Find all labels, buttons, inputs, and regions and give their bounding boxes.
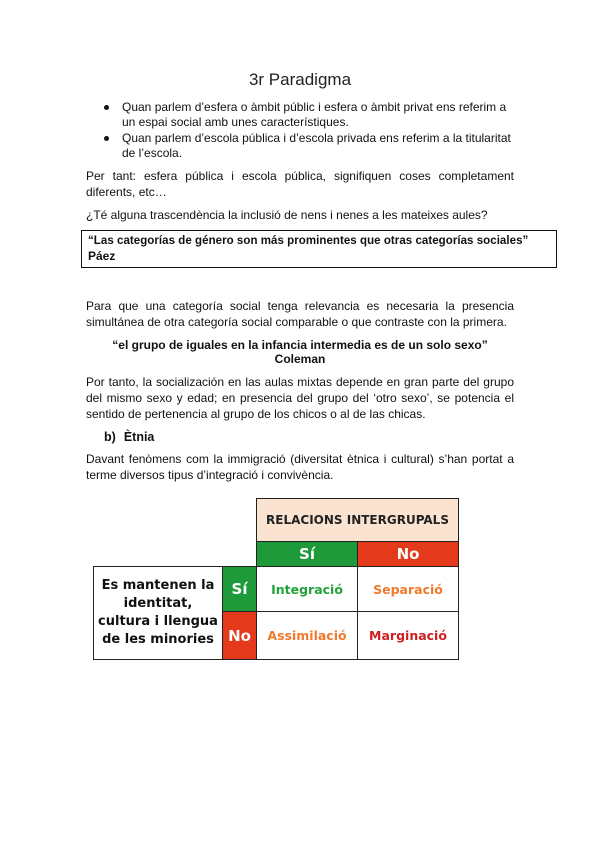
quote-box xyxy=(81,230,557,268)
paragraph-categoria: Para que una categoría social tenga relevancia es necesaria la presencia simultánea de otra categoría social comparable o que contraste con la primera. xyxy=(86,299,514,329)
cell-assimilacio: Assimilació xyxy=(256,611,358,660)
column-no-label: No xyxy=(357,541,459,567)
bullet-list xyxy=(104,100,514,162)
row-label: Es mantenen la identitat, cultura i llengua de les minories xyxy=(93,566,223,660)
bullet-dot-icon xyxy=(104,136,109,141)
row-no-label: No xyxy=(222,611,257,660)
paragraph-per-tant: Per tant: esfera pública i escola pública, signifiquen coses completament diferents, etc… xyxy=(86,169,514,199)
list-item: Quan parlem d’esfera o àmbit públic i esfera o àmbit privat ens referim a un espai social amb unes característiques. xyxy=(104,100,514,130)
cell-integracio: Integració xyxy=(256,566,358,612)
quote-coleman-text: “el grupo de iguales en la infancia intermedia es de un solo sexo” xyxy=(112,338,488,352)
paragraph-immigracio: Davant fenòmens com la immigració (diversitat ètnica i cultural) s’han portat a terme diversos tipus d’integració i convivència. xyxy=(86,452,514,482)
cell-marginacio: Marginació xyxy=(357,611,459,660)
paragraph-socializacion: Por tanto, la socialización en las aulas mixtas depende en gran parte del grupo del mismo sexo y edad; en presencia del grupo del ‘otro sexo’, se potencia el sentido de pertenencia al grupo de los chicos o al de las chicas. xyxy=(86,375,514,421)
bullet-dot-icon xyxy=(104,105,109,110)
cell-separacio: Separació xyxy=(357,566,459,612)
quote-author: Páez xyxy=(88,249,116,263)
table-header: RELACIONS INTERGRUPALS xyxy=(256,498,459,542)
list-item: Quan parlem d’escola pública i d’escola privada ens referim a la titularitat de l’escola. xyxy=(104,131,514,161)
quote-coleman-author: Coleman xyxy=(274,352,326,366)
paragraph-question: ¿Té alguna trascendència la inclusió de nens i nenes a les mateixes aules? xyxy=(86,208,488,222)
page-title: 3r Paradigma xyxy=(248,70,352,89)
section-heading: b) Ètnia xyxy=(104,430,155,444)
column-yes-label: Sí xyxy=(256,541,358,567)
quote-text: “Las categorías de género son más prominentes que otras categorías sociales” xyxy=(88,235,529,247)
row-yes-label: Sí xyxy=(222,566,257,612)
